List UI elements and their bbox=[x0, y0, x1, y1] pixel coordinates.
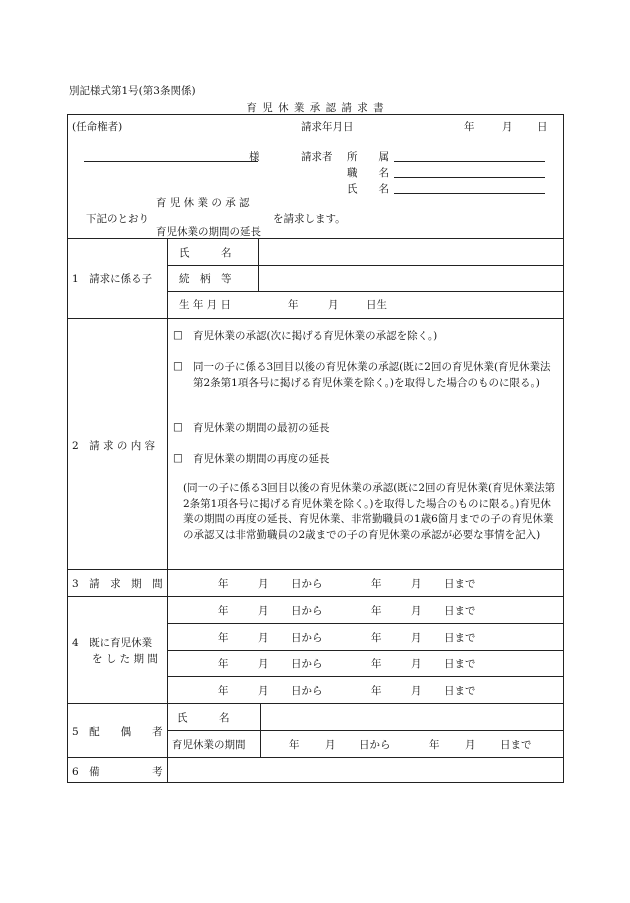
option-approval: 育 児 休 業 の 承 認 bbox=[156, 197, 250, 209]
checkbox-4[interactable]: □ bbox=[173, 452, 183, 464]
period-from: 日から bbox=[291, 632, 323, 644]
period-year: 年 bbox=[218, 578, 229, 590]
period-month: 月 bbox=[465, 739, 476, 751]
birth-month: 月 bbox=[328, 299, 339, 311]
checkbox-1[interactable]: □ bbox=[173, 329, 183, 341]
period-year: 年 bbox=[218, 685, 229, 697]
period-from: 日から bbox=[291, 605, 323, 617]
form-number-label: 別記様式第1号(第3条関係) bbox=[69, 85, 196, 97]
period-until: 日まで bbox=[444, 658, 476, 670]
request-date-day: 日 bbox=[537, 121, 548, 133]
period-year: 年 bbox=[218, 605, 229, 617]
period-until: 日まで bbox=[444, 578, 476, 590]
period-until: 日まで bbox=[500, 739, 532, 751]
period-year: 年 bbox=[429, 739, 440, 751]
spouse-period-row[interactable] bbox=[289, 737, 532, 752]
request-date-year: 年 bbox=[464, 121, 475, 133]
period-month: 月 bbox=[258, 685, 269, 697]
period-month: 月 bbox=[258, 578, 269, 590]
period-year: 年 bbox=[371, 658, 382, 670]
page-title: 育 児 休 業 承 認 請 求 書 bbox=[246, 102, 385, 114]
period-from: 日から bbox=[291, 578, 323, 590]
request-period-row[interactable] bbox=[218, 576, 476, 591]
period-until: 日まで bbox=[444, 605, 476, 617]
content-note: (同一の子に係る3回目以後の育児休業の承認(既に2回の育児休業(育児休業法第2条第1項各号に掲げる育児休業を除く。)を取得した場合のものに限る。)育児休業の期間の再度の延長、育児休業、非常勤職員の1歳6箇月までの子の育児休業の承認又は非常勤職員の2歳までの子の育児休業の承認が必要な事情を記入) bbox=[183, 482, 556, 541]
spouse-name-label: 氏 名 bbox=[177, 712, 230, 724]
section1-label: 1 請求に係る子 bbox=[72, 273, 153, 285]
period-month: 月 bbox=[411, 605, 422, 617]
period-month: 月 bbox=[411, 658, 422, 670]
request-date-label: 請求年月日 bbox=[301, 121, 354, 133]
position-field[interactable] bbox=[394, 177, 545, 178]
period-until: 日まで bbox=[444, 632, 476, 644]
period-month: 月 bbox=[411, 578, 422, 590]
period-year: 年 bbox=[371, 578, 382, 590]
period-month: 月 bbox=[258, 658, 269, 670]
affiliation-field[interactable] bbox=[394, 161, 545, 162]
period-year: 年 bbox=[371, 632, 382, 644]
affiliation-label: 所 属 bbox=[347, 151, 389, 163]
period-from: 日から bbox=[359, 739, 391, 751]
section4-label-line2: を し た 期 間 bbox=[92, 653, 158, 665]
child-name-label: 氏 名 bbox=[179, 247, 232, 259]
option-extension: 育児休業の期間の延長 bbox=[156, 226, 261, 238]
content-item-4: 育児休業の期間の再度の延長 bbox=[193, 453, 330, 465]
section5-label: 5 配 偶 者 bbox=[72, 726, 163, 738]
period-year: 年 bbox=[371, 685, 382, 697]
period-year: 年 bbox=[218, 658, 229, 670]
content-item-1: 育児休業の承認(次に掲げる育児休業の承認を除く。) bbox=[193, 330, 438, 342]
period-month: 月 bbox=[258, 605, 269, 617]
period-month: 月 bbox=[411, 632, 422, 644]
checkbox-2[interactable]: □ bbox=[173, 360, 183, 372]
period-until: 日まで bbox=[444, 685, 476, 697]
period-from: 日から bbox=[291, 685, 323, 697]
name-label: 氏 名 bbox=[347, 183, 389, 195]
checkbox-3[interactable]: □ bbox=[173, 421, 183, 433]
section6-label: 6 備 考 bbox=[72, 766, 163, 778]
birth-day: 日生 bbox=[366, 299, 387, 311]
period-from: 日から bbox=[291, 658, 323, 670]
past-period-row[interactable] bbox=[218, 603, 476, 618]
child-birth-label: 生 年 月 日 bbox=[179, 299, 232, 311]
period-year: 年 bbox=[289, 739, 300, 751]
content-item-2: 同一の子に係る3回目以後の育児休業の承認(既に2回の育児休業(育児休業法第2条第1項各号に掲げる育児休業を除く。)を取得した場合のものに限る。) bbox=[193, 361, 551, 389]
period-year: 年 bbox=[218, 632, 229, 644]
birth-year: 年 bbox=[288, 299, 299, 311]
period-month: 月 bbox=[258, 632, 269, 644]
past-period-row[interactable] bbox=[218, 656, 476, 671]
period-month: 月 bbox=[411, 685, 422, 697]
addressee-field[interactable] bbox=[84, 161, 258, 162]
as-follows-text: 下記のとおり bbox=[86, 213, 149, 225]
section3-label: 3 請 求 期 間 bbox=[72, 578, 163, 590]
appointer-label: (任命権者) bbox=[72, 121, 123, 133]
section4-label-line1: 4 既に育児休業 bbox=[72, 637, 153, 649]
past-period-row[interactable] bbox=[218, 630, 476, 645]
period-year: 年 bbox=[371, 605, 382, 617]
section2-label: 2 請 求 の 内 容 bbox=[72, 440, 156, 452]
past-period-row[interactable] bbox=[218, 683, 476, 698]
requester-label: 請求者 bbox=[301, 151, 333, 163]
spouse-leave-period-label: 育児休業の期間 bbox=[172, 739, 246, 751]
content-item-3: 育児休業の期間の最初の延長 bbox=[193, 422, 330, 434]
child-relation-label: 続 柄 等 bbox=[179, 273, 232, 285]
name-field[interactable] bbox=[394, 193, 545, 194]
request-suffix-text: を請求します。 bbox=[273, 213, 346, 225]
period-month: 月 bbox=[325, 739, 336, 751]
request-date-month: 月 bbox=[502, 121, 513, 133]
position-label: 職 名 bbox=[347, 167, 389, 179]
sama-label: 様 bbox=[249, 151, 260, 163]
